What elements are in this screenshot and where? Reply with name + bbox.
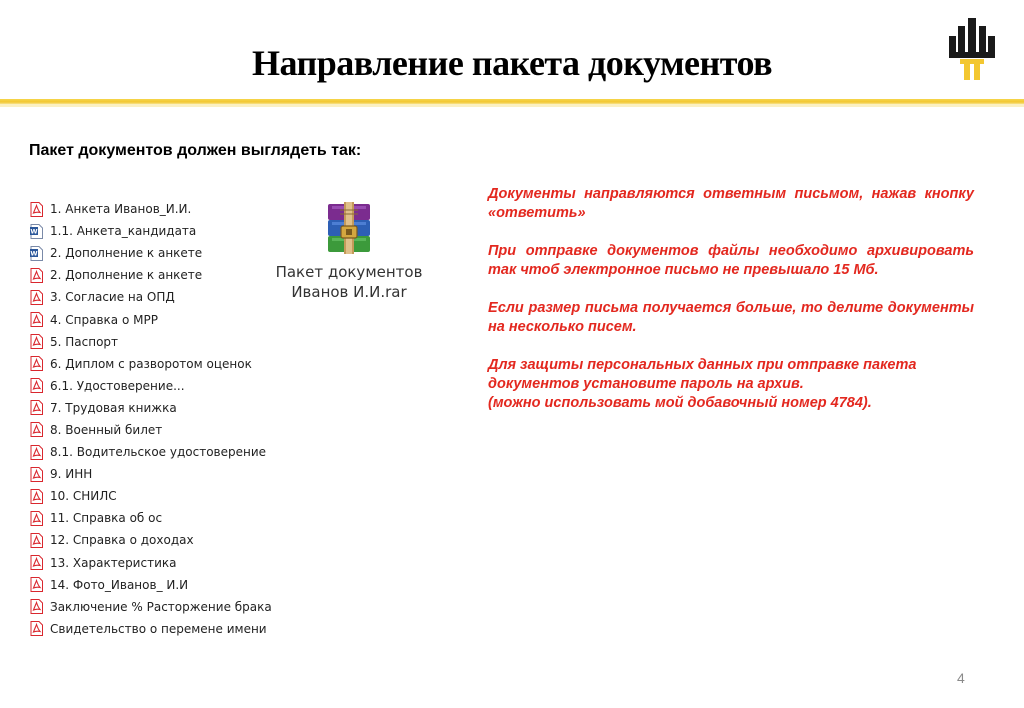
pdf-document-icon bbox=[30, 378, 43, 393]
pdf-document-icon bbox=[30, 511, 43, 526]
pdf-document-icon bbox=[30, 577, 43, 592]
file-name: 6. Диплом с разворотом оценок bbox=[50, 356, 252, 371]
file-name: 1. Анкета Иванов_И.И. bbox=[50, 202, 192, 217]
file-item[interactable] bbox=[30, 596, 272, 618]
archive-name-line1: Пакет документов bbox=[275, 263, 423, 281]
pdf-document-icon bbox=[30, 621, 43, 636]
pdf-document-icon bbox=[30, 268, 43, 283]
note-password bbox=[488, 356, 974, 413]
file-name: 11. Справка об ос bbox=[50, 511, 163, 526]
file-name: 13. Характеристика bbox=[50, 555, 177, 570]
file-item[interactable] bbox=[30, 198, 272, 220]
note-extension-number: (можно использовать мой добавочный номер 4784). bbox=[488, 395, 872, 411]
file-item[interactable] bbox=[30, 264, 272, 286]
file-item[interactable] bbox=[30, 375, 272, 397]
file-name: 8.1. Водительское удостоверение bbox=[50, 445, 267, 460]
file-item[interactable] bbox=[30, 552, 272, 574]
note-reply: Документы направляются ответным письмом, нажав кнопку «ответить» bbox=[488, 186, 974, 221]
file-item[interactable] bbox=[30, 397, 272, 419]
file-item[interactable] bbox=[30, 463, 272, 485]
pdf-document-icon bbox=[30, 400, 43, 415]
winrar-archive-icon bbox=[320, 200, 378, 260]
file-name: 10. СНИЛС bbox=[50, 489, 117, 504]
word-document-icon bbox=[30, 224, 43, 239]
note-password-text: Для защиты персональных данных при отправке пакета документов установите пароль на архив. bbox=[488, 357, 917, 392]
instructions-text bbox=[488, 185, 974, 432]
file-name: 12. Справка о доходах bbox=[50, 533, 194, 548]
note-split-letters: Если размер письма получается больше, то делите документы на несколько писем. bbox=[488, 300, 974, 335]
file-item[interactable] bbox=[30, 286, 272, 308]
file-name: 14. Фото_Иванов_ И.И bbox=[50, 577, 189, 592]
pdf-document-icon bbox=[30, 599, 43, 614]
pdf-document-icon bbox=[30, 489, 43, 504]
page-number: 4 bbox=[957, 670, 965, 686]
pdf-document-icon bbox=[30, 202, 43, 217]
file-item[interactable] bbox=[30, 242, 272, 264]
pdf-document-icon bbox=[30, 334, 43, 349]
header-divider-shadow bbox=[0, 104, 1024, 107]
file-name: 9. ИНН bbox=[50, 467, 93, 482]
archive-file[interactable] bbox=[262, 200, 436, 302]
svg-text:W: W bbox=[30, 227, 38, 236]
file-item[interactable] bbox=[30, 331, 272, 353]
file-name: 7. Трудовая книжка bbox=[50, 400, 177, 415]
svg-text:W: W bbox=[30, 249, 38, 258]
file-item[interactable] bbox=[30, 353, 272, 375]
file-name: Заключение % Расторжение брака bbox=[50, 599, 272, 614]
file-name: 1.1. Анкета_кандидата bbox=[50, 224, 197, 239]
pdf-document-icon bbox=[30, 422, 43, 437]
pdf-document-icon bbox=[30, 445, 43, 460]
company-logo bbox=[946, 14, 998, 84]
file-item[interactable] bbox=[30, 507, 272, 529]
pdf-document-icon bbox=[30, 533, 43, 548]
file-item[interactable] bbox=[30, 618, 272, 640]
slide-title: Направление пакета документов bbox=[251, 43, 773, 83]
word-document-icon bbox=[30, 246, 43, 261]
file-item[interactable] bbox=[30, 308, 272, 330]
file-name: 4. Справка о МРР bbox=[50, 312, 158, 327]
file-item[interactable] bbox=[30, 529, 272, 551]
section-subtitle: Пакет документов должен выглядеть так: bbox=[29, 142, 362, 159]
file-name: Свидетельство о перемене имени bbox=[50, 621, 267, 636]
file-name: 6.1. Удостоверение... bbox=[50, 378, 185, 393]
file-name: 2. Дополнение к анкете bbox=[50, 246, 203, 261]
file-item[interactable] bbox=[30, 485, 272, 507]
archive-name-line2: Иванов И.И.rar bbox=[291, 283, 407, 301]
file-item[interactable] bbox=[30, 419, 272, 441]
file-item[interactable] bbox=[30, 441, 272, 463]
file-item[interactable] bbox=[30, 220, 272, 242]
pdf-document-icon bbox=[30, 290, 43, 305]
pdf-document-icon bbox=[30, 312, 43, 327]
file-name: 2. Дополнение к анкете bbox=[50, 268, 203, 283]
file-list bbox=[30, 198, 272, 640]
file-name: 8. Военный билет bbox=[50, 422, 163, 437]
file-item[interactable] bbox=[30, 574, 272, 596]
note-archive-size: При отправке документов файлы необходимо архивировать так чтоб электронное письмо не превышало 15 Мб. bbox=[488, 243, 974, 278]
pdf-document-icon bbox=[30, 555, 43, 570]
pdf-document-icon bbox=[30, 467, 43, 482]
file-name: 5. Паспорт bbox=[50, 334, 119, 349]
pdf-document-icon bbox=[30, 356, 43, 371]
file-name: 3. Согласие на ОПД bbox=[50, 290, 175, 305]
